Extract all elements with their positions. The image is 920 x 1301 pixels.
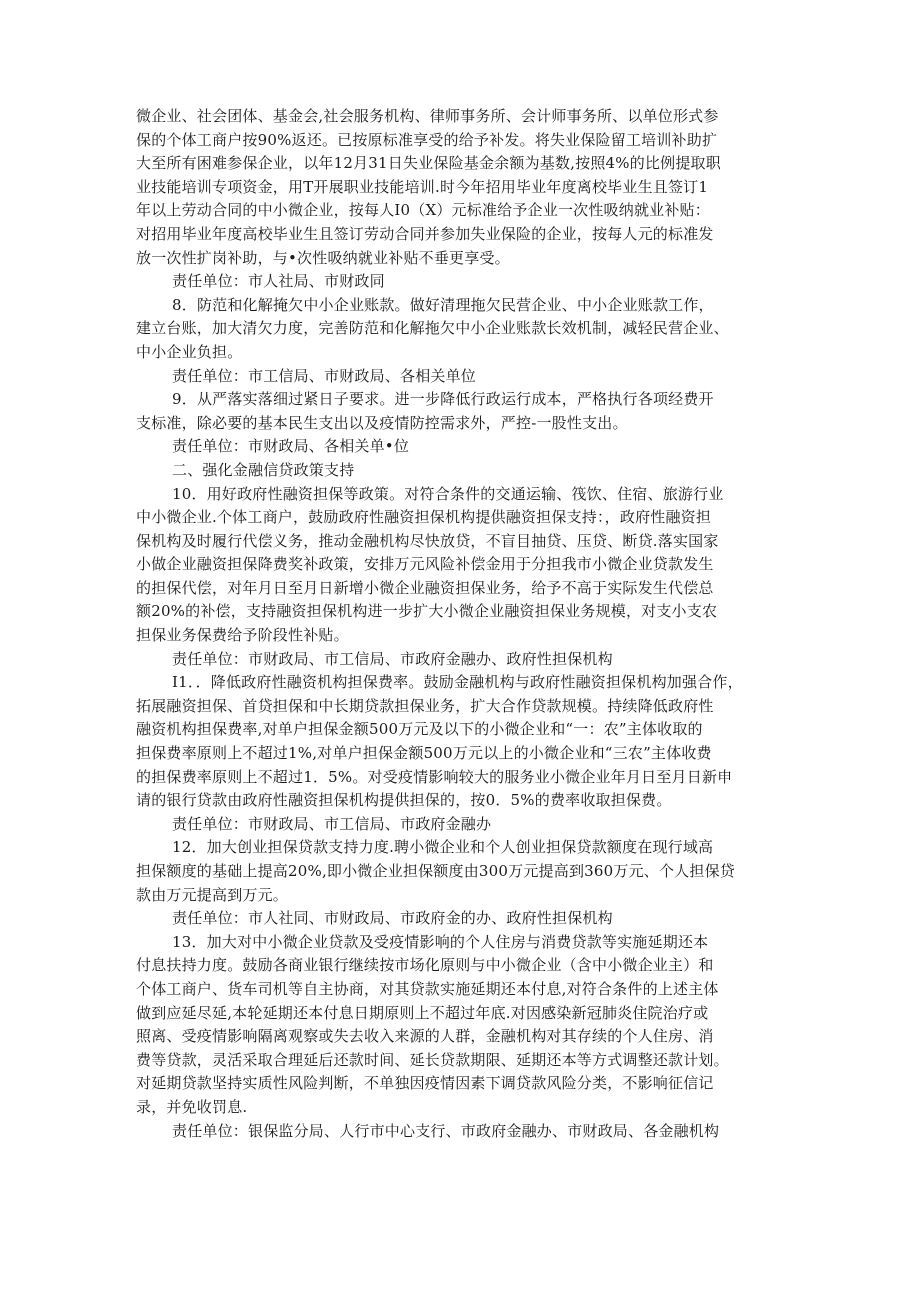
text-line: 小做企业融资担保降费奖补政策，安排万元风险补偿金用于分担我市小微企业贷款发生 (136, 555, 714, 574)
text-line: 个体工商户、货车司机等自主协商，对其贷款实施延期还本付息,对符合条件的上述主体 (136, 979, 719, 998)
text-line: 请的银行贷款由政府性融资担保机构提供担保的，按0．5%的费率收取担保费。 (136, 791, 672, 810)
text-line: 12．加大创业担保贷款支持力度.聘小微企业和个人创业担保贷款额度在现行域高 (172, 838, 714, 857)
text-line: I1．．降低政府性融资机构担保费率。鼓励金融机构与政府性融资担保机构加强合作， (172, 673, 743, 692)
text-line: 放一次性扩岗补助，与•次性吸纳就业补贴不垂更享受。 (136, 248, 510, 267)
text-line: 的担保代偿，对年月日至月日新增小微企业融资担保业务，给予不高于实际发生代偿总 (136, 578, 714, 597)
text-line: 融资机构担保费率,对单户担保金额500万元及以下的小微企业和“一：农”主体收取的 (136, 720, 703, 739)
text-line: 保机构及时履行代偿义务，推动金融机构尽快放贷，不盲目抽贷、压贷、断贷.落实国家 (136, 531, 719, 550)
text-line: 保的个体工商户按90%返还。已按原标准享受的给予补发。将失业保险留工培训补助扩 (136, 130, 718, 149)
text-line: 款由万元提高到万元。 (136, 885, 289, 904)
text-line: 二、强化金融信贷政策支持 (172, 460, 355, 479)
text-line: 额20%的补偿，支持融资担保机构进一步扩大小微企业融资担保业务规模，对支小支农 (136, 602, 718, 621)
text-line: 照离、受疫情影响隔离观察或失去收入来源的人群，金融机构对其存续的个人住房、消 (136, 1027, 714, 1046)
text-line: 大至所有困难参保企业，以年12月31日失业保险基金余额为基数,按照4%的比例提取职 (136, 154, 721, 173)
text-line: 对延期贷款坚持实质性风险判断，不单独因疫情因素下调贷款风险分类，不影响征信记 (136, 1074, 714, 1093)
text-line: 责任单位：市人社局、市财政同 (172, 272, 385, 291)
document-body (136, 105, 796, 1143)
text-line: 费等贷款，灵活采取合理延后还款时间、延长贷款期限、延期还本等方式调整还款计划。 (136, 1050, 729, 1069)
text-line: 13．加大对中小微企业贷款及受疫情影响的个人住房与消费贷款等实施延期还本 (172, 932, 709, 951)
text-line: 拓展融资担保、首贷担保和中长期贷款担保业务，扩大合作贷款规模。持续降低政府性 (136, 696, 714, 715)
text-line: 责任单位：市工信局、市财政局、各相关单位 (172, 366, 477, 385)
text-line: 支标准，除必要的基本民生支出以及疫情防控需求外，严控-一股性支出。 (136, 413, 628, 432)
text-line: 录，并免收罚息. (136, 1097, 248, 1116)
text-line: 责任单位：银保监分局、人行市中心支行、市政府金融办、市财政局、各金融机构 (172, 1121, 720, 1140)
text-line: 年以上劳动合同的中小微企业，按每人I0（X）元标准给予企业一次性吸纳就业补贴： (136, 201, 710, 220)
text-line: 责任单位：市人社同、市财政局、市政府金的办、政府性担保机构 (172, 909, 613, 928)
document-page (136, 105, 796, 1143)
text-line: 建立台账，加大清欠力度，完善防范和化解拖欠中小企业账款长效机制，减轻民营企业、 (136, 319, 729, 338)
text-line: 对招用毕业年度高校毕业生且签订劳动合同并参加失业保险的企业，按每人元的标准发 (136, 224, 714, 243)
text-line: 做到应延尽延,本轮延期还本付息日期原则上不超过年底.对因感染新冠肺炎住院治疗或 (136, 1003, 709, 1022)
text-line: 担保费率原则上不超过1%,对单户担保金额500万元以上的小微企业和“三农”主体收费 (136, 744, 712, 763)
text-line: 中小微企业.个体工商户，鼓励政府性融资担保机构提供融资担保支持：，政府性融资担 (136, 508, 712, 527)
text-line: 责任单位：市财政局、市工信局、市政府金融办 (172, 814, 492, 833)
text-line: 担保业务保费给予阶段性补贴。 (136, 626, 349, 645)
text-line: 的担保费率原则上不超过1．5%。对受疫情影响较大的服务业小微企业年月日至月日新申 (136, 767, 733, 786)
text-line: 微企业、社会团体、基金会,社会服务机构、律师事务所、会计师事务所、以单位形式参 (136, 107, 719, 125)
text-line: 8．防范和化解掩欠中小企业账款。做好清理拖欠民营企业、中小企业账款工作， (172, 295, 714, 314)
text-line: 责任单位：市财政局、各相关单•位 (172, 437, 410, 456)
text-line: 责任单位：市财政局、市工信局、市政府金融办、政府性担保机构 (172, 649, 613, 668)
text-line: 担保额度的基础上提高20%,即小微企业担保额度由300万元提高到360万元、个人担保贷 (136, 862, 735, 880)
text-line: 10．用好政府性融资担保等政策。对符合条件的交通运输、筏饮、住宿、旅游行业 (172, 484, 724, 503)
text-line: 9．从严落实落细过紧日子要求。进一步降低行政运行成本，严格执行各项经费开 (172, 390, 714, 409)
text-line: 业技能培训专项资金，用T开展职业技能培训.时今年招用毕业年度离校毕业生且签订1 (136, 177, 709, 196)
text-line: 付息扶持力度。鼓励各商业银行继续按市场化原则与中小微企业（含中小微企业主）和 (136, 956, 714, 975)
text-line: 中小企业负担。 (136, 342, 243, 361)
